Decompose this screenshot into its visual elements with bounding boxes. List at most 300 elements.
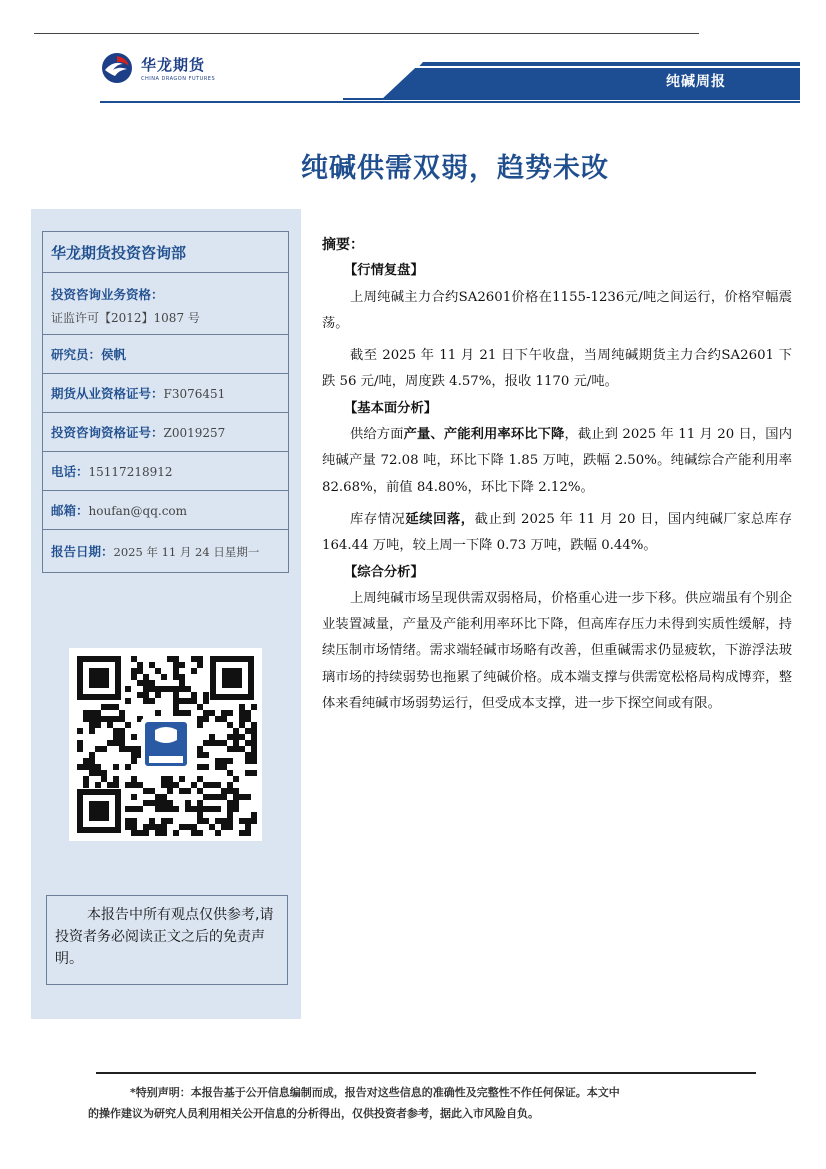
qr-module xyxy=(245,752,251,758)
qr-module xyxy=(95,746,101,752)
email-address: houfan@qq.com xyxy=(88,504,188,518)
qr-module xyxy=(125,806,131,812)
qr-module xyxy=(167,800,173,806)
qr-module xyxy=(161,800,167,806)
qr-module xyxy=(137,830,143,836)
qr-module xyxy=(209,710,215,716)
qr-module xyxy=(221,824,227,830)
qr-module xyxy=(101,746,107,752)
info-value: Z0019257 xyxy=(163,426,226,440)
info-label: 报告日期： xyxy=(51,544,114,559)
qr-module xyxy=(83,710,89,716)
qr-module xyxy=(143,692,149,698)
info-label: 研究员：侯帆 xyxy=(51,347,127,362)
qr-module xyxy=(179,686,185,692)
qr-module xyxy=(125,686,131,692)
qr-module xyxy=(209,782,215,788)
qr-module xyxy=(131,656,137,662)
qr-module xyxy=(239,734,245,740)
qr-module xyxy=(191,656,197,662)
qr-module xyxy=(161,794,167,800)
qr-module xyxy=(215,764,221,770)
qr-module xyxy=(155,806,161,812)
report-date: 2025 年 11 月 24 日星期一 xyxy=(113,545,260,559)
qr-module xyxy=(221,716,227,722)
qr-module xyxy=(245,818,251,824)
info-row-report-date xyxy=(43,530,288,572)
qr-module xyxy=(83,758,89,764)
qr-module xyxy=(143,674,149,680)
qr-module xyxy=(173,674,179,680)
qr-module xyxy=(245,740,251,746)
qr-module xyxy=(155,686,161,692)
qr-module xyxy=(197,716,203,722)
qr-module xyxy=(161,830,167,836)
qr-module xyxy=(203,782,209,788)
qr-module xyxy=(131,824,137,830)
dragon-logo-icon xyxy=(101,52,133,84)
qr-module xyxy=(113,764,119,770)
qr-module xyxy=(227,734,233,740)
section-title-comprehensive: 【综合分析】 xyxy=(344,564,424,580)
qr-module xyxy=(251,740,257,746)
department-name: 华龙期货投资咨询部 xyxy=(43,232,288,273)
qr-module xyxy=(227,812,233,818)
qr-module xyxy=(107,704,113,710)
qr-module xyxy=(221,764,227,770)
qr-module xyxy=(167,806,173,812)
qr-module xyxy=(125,824,131,830)
qr-module xyxy=(95,782,101,788)
qr-module xyxy=(161,782,167,788)
qr-code xyxy=(69,648,262,841)
qr-module xyxy=(155,794,161,800)
paragraph xyxy=(322,422,792,501)
qr-module xyxy=(119,710,125,716)
qr-module xyxy=(113,734,119,740)
qr-module xyxy=(143,800,149,806)
qr-module xyxy=(173,704,179,710)
qr-module xyxy=(173,656,179,662)
qr-module xyxy=(119,734,125,740)
qr-module xyxy=(185,686,191,692)
qr-module xyxy=(131,758,137,764)
qr-module xyxy=(119,740,125,746)
qr-module xyxy=(233,788,239,794)
qr-module xyxy=(233,776,239,782)
qr-module xyxy=(155,668,161,674)
qr-module xyxy=(89,716,95,722)
info-row-futures-license xyxy=(43,374,288,413)
qr-module xyxy=(155,800,161,806)
qr-module xyxy=(179,662,185,668)
qr-module xyxy=(167,686,173,692)
qr-module xyxy=(155,692,161,698)
footer-line: 的操作建议为研究人员利用相关公开信息的分析得出，仅供投资者参考，据此入市风险自负。 xyxy=(88,1107,539,1120)
info-label: 邮箱： xyxy=(51,503,89,518)
qr-module xyxy=(197,704,203,710)
qr-module xyxy=(227,770,233,776)
qr-module xyxy=(179,824,185,830)
qr-module xyxy=(185,788,191,794)
qr-module xyxy=(173,692,179,698)
qr-module xyxy=(239,722,245,728)
qr-module xyxy=(233,734,239,740)
text-span: 截止到 2025 年 11 月 20 日，国内纯碱厂家总库存 164.44 万吨，较上周一下降 0.73 万吨，跌幅 0.44%。 xyxy=(322,511,793,554)
section-title-fundamentals: 【基本面分析】 xyxy=(344,400,438,416)
qr-module xyxy=(119,728,125,734)
qr-module xyxy=(83,716,89,722)
qr-module xyxy=(137,662,143,668)
qr-module xyxy=(89,764,95,770)
qr-module xyxy=(227,782,233,788)
qr-module xyxy=(251,752,257,758)
qr-module xyxy=(245,770,251,776)
qr-module xyxy=(197,776,203,782)
qr-module xyxy=(101,776,107,782)
qr-module xyxy=(89,770,95,776)
qr-module xyxy=(191,668,197,674)
qr-module xyxy=(227,788,233,794)
qr-module xyxy=(95,710,101,716)
qr-module xyxy=(113,704,119,710)
qr-code-image xyxy=(69,648,262,841)
qr-module xyxy=(179,776,185,782)
qr-module xyxy=(173,698,179,704)
qr-module xyxy=(215,806,221,812)
qr-module xyxy=(149,680,155,686)
qr-module xyxy=(95,764,101,770)
info-label: 期货从业资格证号： xyxy=(51,386,164,401)
qr-module xyxy=(233,800,239,806)
qr-module xyxy=(197,812,203,818)
qr-module xyxy=(251,746,257,752)
qr-module xyxy=(185,698,191,704)
qr-module xyxy=(191,824,197,830)
qr-module xyxy=(89,758,95,764)
qr-module xyxy=(173,662,179,668)
qr-module xyxy=(197,662,203,668)
qr-module xyxy=(215,716,221,722)
qr-module xyxy=(185,806,191,812)
summary-heading: 摘要： xyxy=(322,237,364,253)
qr-module xyxy=(131,734,137,740)
qr-module xyxy=(107,716,113,722)
qr-module xyxy=(245,728,251,734)
highlight-text: 产量、产能利用率环比下降 xyxy=(403,427,565,443)
qr-module xyxy=(89,710,95,716)
qr-module xyxy=(239,830,245,836)
qr-module xyxy=(149,818,155,824)
qr-module xyxy=(209,806,215,812)
qr-module xyxy=(215,758,221,764)
qr-module xyxy=(209,734,215,740)
qr-module xyxy=(131,746,137,752)
qr-module xyxy=(149,788,155,794)
page-title: 纯碱供需双弱，趋势未改 xyxy=(301,153,609,184)
qr-module xyxy=(173,668,179,674)
qr-module xyxy=(113,776,119,782)
qr-module xyxy=(179,674,185,680)
info-label: 电话： xyxy=(51,464,89,479)
qr-module xyxy=(149,662,155,668)
qr-module xyxy=(197,818,203,824)
qr-module xyxy=(149,686,155,692)
qr-module xyxy=(131,806,137,812)
qr-module xyxy=(251,722,257,728)
qr-module xyxy=(155,824,161,830)
qr-module xyxy=(191,692,197,698)
header-rule xyxy=(100,101,800,103)
qr-module xyxy=(221,788,227,794)
qr-module xyxy=(215,782,221,788)
qr-module xyxy=(95,722,101,728)
qr-module xyxy=(131,818,137,824)
qr-module xyxy=(251,758,257,764)
qr-module xyxy=(197,830,203,836)
qr-module xyxy=(197,764,203,770)
qr-module xyxy=(137,668,143,674)
qr-module xyxy=(101,704,107,710)
qr-module xyxy=(245,716,251,722)
qr-module xyxy=(95,716,101,722)
qr-module xyxy=(131,752,137,758)
phone-number: 15117218912 xyxy=(88,465,173,479)
info-label: 投资咨询资格证号： xyxy=(51,425,164,440)
qr-module xyxy=(251,812,257,818)
qr-module xyxy=(119,716,125,722)
qr-module xyxy=(191,806,197,812)
report-type-banner xyxy=(343,60,800,100)
footer-disclaimer xyxy=(88,1082,756,1124)
qr-module xyxy=(251,818,257,824)
qr-module xyxy=(227,722,233,728)
qr-module xyxy=(119,746,125,752)
qr-module xyxy=(161,686,167,692)
qr-module xyxy=(77,746,83,752)
qr-module xyxy=(131,830,137,836)
qr-module xyxy=(227,746,233,752)
qr-module xyxy=(239,716,245,722)
qr-module xyxy=(179,710,185,716)
qr-module xyxy=(131,776,137,782)
qr-module xyxy=(113,716,119,722)
qr-module xyxy=(125,764,131,770)
qr-module xyxy=(149,800,155,806)
qr-module xyxy=(215,818,221,824)
qr-module xyxy=(227,710,233,716)
qr-module xyxy=(83,764,89,770)
disclaimer-text: 本报告中所有观点仅供参考,请投资者务必阅读正文之后的免责声明。 xyxy=(55,907,274,967)
qr-module xyxy=(203,818,209,824)
qr-module xyxy=(233,746,239,752)
qr-module xyxy=(125,698,131,704)
qr-module xyxy=(197,656,203,662)
qr-module xyxy=(245,830,251,836)
top-rule xyxy=(34,33,699,34)
qr-module xyxy=(131,794,137,800)
info-value: F3076451 xyxy=(163,387,226,401)
qr-module xyxy=(173,686,179,692)
qr-module xyxy=(125,782,131,788)
text-span: ，截止到 2025 年 11 月 20 日，国内纯碱产量 72.08 吨，环比下降 1.85 万吨，跌幅 2.50%。纯碱综合产能利用率 82.68%，前值 84.80%，环比下降 2.12%。 xyxy=(322,427,793,495)
qr-module xyxy=(233,806,239,812)
qr-module xyxy=(251,770,257,776)
qr-module xyxy=(239,710,245,716)
qr-module xyxy=(245,824,251,830)
qr-module xyxy=(239,746,245,752)
qr-module xyxy=(113,740,119,746)
qr-module xyxy=(203,794,209,800)
analyst-info-table xyxy=(42,231,289,573)
info-row-email xyxy=(43,491,288,530)
qr-module xyxy=(191,782,197,788)
qr-module xyxy=(197,722,203,728)
qr-module xyxy=(227,806,233,812)
qr-module xyxy=(239,704,245,710)
qr-module xyxy=(227,800,233,806)
qr-module xyxy=(143,680,149,686)
text-span: 供给方面 xyxy=(350,427,404,443)
qr-module xyxy=(203,740,209,746)
qr-module xyxy=(83,782,89,788)
qr-module xyxy=(191,698,197,704)
qr-module xyxy=(227,758,233,764)
qr-module xyxy=(245,794,251,800)
qr-module xyxy=(167,782,173,788)
summary-section xyxy=(322,232,792,717)
qr-module xyxy=(167,656,173,662)
qr-module xyxy=(221,758,227,764)
highlight-text: 延续回落， xyxy=(405,511,475,527)
qr-module xyxy=(167,788,173,794)
qr-module xyxy=(173,806,179,812)
qr-module xyxy=(197,806,203,812)
qr-module xyxy=(137,806,143,812)
qr-module xyxy=(203,692,209,698)
disclaimer-box xyxy=(46,895,288,985)
qr-module xyxy=(143,830,149,836)
qr-module xyxy=(233,794,239,800)
qr-module xyxy=(191,830,197,836)
qr-module xyxy=(113,782,119,788)
qr-module xyxy=(251,728,257,734)
qr-module xyxy=(113,728,119,734)
qr-module xyxy=(197,800,203,806)
qr-module xyxy=(149,698,155,704)
qr-module xyxy=(197,752,203,758)
qr-module xyxy=(221,740,227,746)
qr-module xyxy=(245,758,251,764)
qr-module xyxy=(137,680,143,686)
qr-module xyxy=(233,728,239,734)
qr-module xyxy=(143,788,149,794)
paragraph: 上周纯碱主力合约SA2601价格在1155-1236元/吨之间运行，价格窄幅震荡。 xyxy=(322,289,792,331)
qr-module xyxy=(209,794,215,800)
qr-module xyxy=(215,794,221,800)
qr-module xyxy=(221,818,227,824)
qr-module xyxy=(161,806,167,812)
footer-rule xyxy=(96,1072,756,1074)
qr-module xyxy=(107,782,113,788)
qr-module xyxy=(155,710,161,716)
qr-module xyxy=(125,818,131,824)
qr-module xyxy=(209,740,215,746)
qr-module xyxy=(131,674,137,680)
paragraph xyxy=(322,507,792,560)
qr-module xyxy=(89,728,95,734)
qr-module xyxy=(203,698,209,704)
qr-module xyxy=(143,698,149,704)
qr-module xyxy=(131,668,137,674)
report-type-label: 纯碱周报 xyxy=(666,74,726,90)
qr-module xyxy=(185,800,191,806)
qr-module xyxy=(197,746,203,752)
qr-module xyxy=(167,818,173,824)
logo-text-cn: 华龙期货 xyxy=(141,56,206,74)
qr-module xyxy=(227,818,233,824)
paragraph: 截至 2025 年 11 月 21 日下午收盘，当周纯碱期货主力合约SA2601 下跌 56 元/吨，周度跌 4.57%，报收 1170 元/吨。 xyxy=(322,348,792,390)
info-row-qualification xyxy=(43,273,288,335)
section-title-market-review: 【行情复盘】 xyxy=(344,263,424,279)
qr-module xyxy=(203,806,209,812)
qr-module xyxy=(101,770,107,776)
qr-module xyxy=(233,740,239,746)
qr-module xyxy=(179,698,185,704)
qr-module xyxy=(179,788,185,794)
qr-module xyxy=(107,740,113,746)
qr-module xyxy=(227,824,233,830)
qr-module xyxy=(197,788,203,794)
qr-module xyxy=(221,710,227,716)
qr-module xyxy=(239,794,245,800)
footer-line: *特别声明：本报告基于公开信息编制而成，报告对这些信息的准确性及完整性不作任何保证。本文中 xyxy=(130,1086,620,1099)
qr-module xyxy=(155,830,161,836)
qr-module xyxy=(251,704,257,710)
qr-module xyxy=(101,716,107,722)
text-span: 库存情况 xyxy=(350,511,406,527)
paragraph: 上周纯碱市场呈现供需双弱格局，价格重心进一步下移。供应端虽有个别企业装置减量，产量及产能利用率环比下降，但高库存压力未得到实质性缓解，持续压制市场情绪。需求端轻碱市场略有改善，但重碱需求仍显疲软，下游浮法玻璃市场的持续弱势也拖累了纯碱价格。成本端支撑与供需宽松格局构成博弈，整体来看纯碱市场弱势运行，但受成本支撑，进一步下探空间或有限。 xyxy=(322,590,792,712)
qr-module xyxy=(173,710,179,716)
qr-module xyxy=(161,776,167,782)
qr-module xyxy=(125,746,131,752)
qr-module xyxy=(203,710,209,716)
qr-module xyxy=(185,824,191,830)
qr-module xyxy=(221,794,227,800)
qr-module xyxy=(161,818,167,824)
info-label: 投资咨询业务资格： xyxy=(51,287,164,302)
qr-module xyxy=(215,740,221,746)
qr-module xyxy=(215,830,221,836)
qr-module xyxy=(77,728,83,734)
qr-module xyxy=(89,722,95,728)
qr-module xyxy=(143,824,149,830)
info-row-researcher xyxy=(43,335,288,374)
qr-module xyxy=(173,782,179,788)
logo-text-en: CHINA DRAGON FUTURES xyxy=(141,76,216,82)
qr-module xyxy=(161,824,167,830)
qr-module xyxy=(245,710,251,716)
qr-module xyxy=(83,776,89,782)
qr-module xyxy=(203,716,209,722)
qr-module xyxy=(131,782,137,788)
qr-module xyxy=(107,722,113,728)
qr-module xyxy=(203,764,209,770)
qr-module xyxy=(203,752,209,758)
qr-module xyxy=(161,674,167,680)
qr-module xyxy=(95,770,101,776)
qr-module xyxy=(89,752,95,758)
